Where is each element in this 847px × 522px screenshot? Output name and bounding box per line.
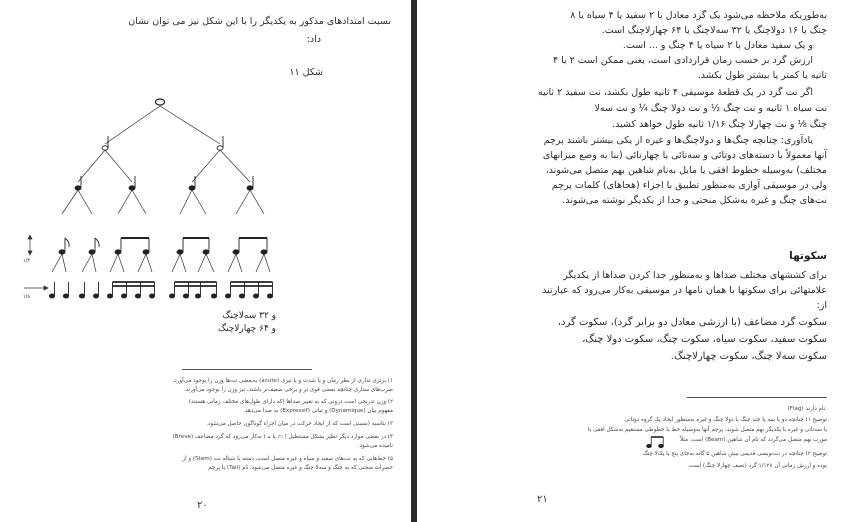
body-line: آنها معمولاً با دسته‌های دوتائی و سه‌تائی یا چهارتائی (بنا به وضع میزانهای bbox=[542, 150, 827, 161]
arrow-label-lower: ۱/۸ bbox=[23, 294, 31, 300]
body-line: و یک سفید معادل با ۲ سیاه یا ۴ چنگ و ... است. bbox=[622, 40, 813, 51]
whole-note bbox=[156, 99, 165, 105]
note-values-tree-figure bbox=[20, 92, 295, 307]
beamed-notes-example bbox=[645, 435, 669, 449]
body-line: اگر نت گرد در یک قطعهٔ موسیقی ۴ ثانیه طول بکشد، نت سفید ۲ ثانیه bbox=[537, 87, 813, 98]
body-line: نت سیاه ۱ ثانیه و نت چنگ ½ و نت دولا چنگ ¼ و نت سه‌لا bbox=[594, 103, 827, 114]
right-footnote-line: (Flag) نام دارند. bbox=[787, 406, 827, 412]
sixteenth-notes bbox=[49, 282, 272, 298]
body-line: چنگ یا ۱۶ دولاچنگ یا ۳۲ سه‌لاچنگ یا ۶۴ چهارلاچنگ است. bbox=[601, 25, 827, 36]
section-line: سکوت سه‌لا چنگ، سکوت چهارلاچنگ. bbox=[670, 351, 827, 362]
page-number-left: ۲۰ bbox=[197, 500, 208, 511]
left-footnote-line: نامیده می‌شود. bbox=[357, 443, 393, 449]
footnote-separator bbox=[182, 369, 312, 370]
body-line: ولی در موسیقی آوازی به‌منظور تطبیق با اجزاء (هجاهای) کلمات پرچم bbox=[551, 180, 827, 191]
footnote-separator bbox=[687, 397, 827, 398]
eighth-notes bbox=[59, 238, 267, 254]
figure-note-2: و ۶۴ چهارلاچنگ bbox=[217, 324, 276, 334]
right-footnote-line: توضیح ۱) چنانچه دو یا سه یا چند چنگ یا دولا چنگ و غیره به‌منظور ایجاد یک گروه دوتائی bbox=[624, 417, 827, 423]
intro-line-2: داد: bbox=[306, 34, 321, 45]
left-footnote-line: ۵) خط‌هایی که به نت‌های سفید و سیاه و غیره متصل است، دسته یا شیاله نت (Stem) و از bbox=[182, 456, 393, 462]
section-line: سکوت سفید، سکوت سیاه، سکوت چنگ، سکوت دولا چنگ، bbox=[582, 334, 827, 345]
right-footnote-line: توضیح ۲) چنانچه در نت‌نویسی قدیمی بیش شاهین ۵ گانه به‌جای پنج یا یک‌لا چنگ bbox=[642, 451, 827, 457]
body-line: ارزش گرد بر حسب زمان قراردادی است، یعنی ممکن است ۲ یا ۴ bbox=[552, 55, 813, 66]
left-footnote-line: ۴) در بعضی موارد دیگر نظیر بشکل مستطیل ( ▭ یا 𝅜 ) به‌کار می‌رود که گرد مضاعف (Breve) bbox=[172, 434, 393, 440]
body-line: مختلف) به‌وسیله خطوط افقی یا مایل به‌نام شاهین بهم متصل می‌شوند، bbox=[545, 165, 827, 176]
left-footnote-line: ضرب‌های ستاری چنانچه بعضی قوی تر و برخی ضعیف‌تر باشند، نیز وزن را بوجود می‌آورند. bbox=[183, 387, 393, 393]
half-notes bbox=[102, 136, 223, 150]
section-line: برای کششهای مختلف صداها و به‌منظور جدا کردن صداها از یکدیگر bbox=[563, 270, 827, 281]
section-line: علامتهائی برای سکوتها با همان نامها در موسیقی به‌کار می‌رود که عبارتند bbox=[542, 285, 827, 296]
left-footnote-line: ۱) برتری تداری از نظر زمان و یا شدت و یا تیزی (acute) به‌بعضی نت‌ها وزن را بوجود می‌آورد. bbox=[172, 378, 393, 384]
right-footnote-line: مورب بهم متصل می‌گردد که نام آن شاهین (Beam) است. مثلاً bbox=[679, 437, 827, 443]
left-footnote-line: حضرات منحنی که به چنگ و سه‌لا چنگ و غیره متصل می‌شود، دُم (Tail) یا پرچم bbox=[208, 465, 393, 471]
page-number-right: ۲۱ bbox=[537, 494, 548, 505]
left-footnote-line: ۳) نتاسبه (نسبتی است که از ایجاد حرکت در میان اجزاء گوناگون حاصل می‌شود. bbox=[206, 421, 393, 427]
left-page bbox=[0, 0, 411, 522]
body-line: یادآوری: چنانچه چنگ‌ها و دولاچنگ‌ها و غیره از یکی بیشتر باشند پرچم bbox=[543, 135, 813, 146]
right-footnote-line: یا سه‌تائی و غیره با یکدیگر بهم متصل شوند، پرچم آنها به‌وسیله خط یا خطوطی مستقیم به‌شکل افقی یا bbox=[587, 427, 827, 433]
intro-line-1: نسبت امتدادهای مذکور به یکدیگر را با این شکل نیز می توان نشان bbox=[128, 16, 391, 27]
left-footnote-line: مفهوم بیان (Dynamique) و تبانی (Expressif) به صدا می‌دهد. bbox=[243, 408, 393, 414]
quarter-notes bbox=[75, 176, 253, 190]
section-heading: سکوتها bbox=[789, 250, 827, 262]
right-footnote-line: بوده و ارزش زمانی آن ۱/۱۲۸ گرد (نصف چهارلا چنگ) است. bbox=[687, 463, 827, 469]
right-page bbox=[417, 0, 847, 522]
body-line: ثانیه یا کمتر یا بیشتر طول بکشد. bbox=[697, 70, 827, 81]
body-line: به‌طوریکه ملاحظه می‌شود یک گرد معادل با ۲ سفید یا ۴ سیاه یا ۸ bbox=[570, 10, 827, 21]
left-footnote-line: ۲) وزن تدریجی است درونی که به تغییر صداها (که دارای طول‌های مختلف زمانی هستند) bbox=[188, 399, 393, 405]
body-line: نت‌های چنگ و غیره به‌شکل منحنی و جدا از یکدیگر نوشته می‌شوند. bbox=[562, 195, 827, 206]
arrow-label-upper: ۱/۴ bbox=[23, 258, 31, 264]
figure-note-1: و ۳۲ سه‌لاچنگ bbox=[222, 311, 276, 321]
section-line: از: bbox=[816, 300, 827, 311]
body-line: چنگ ⅛ و نت چهارلا چنگ ۱/۱۶ ثانیه طول خواهد کشید. bbox=[612, 119, 827, 130]
tree-branches bbox=[52, 106, 270, 272]
figure-caption: شکل ۱۱ bbox=[289, 67, 323, 78]
section-line: سکوت گرد مضاعف (با ارزشی معادل دو برابر گرد)، سکوت گرد، bbox=[557, 317, 827, 328]
